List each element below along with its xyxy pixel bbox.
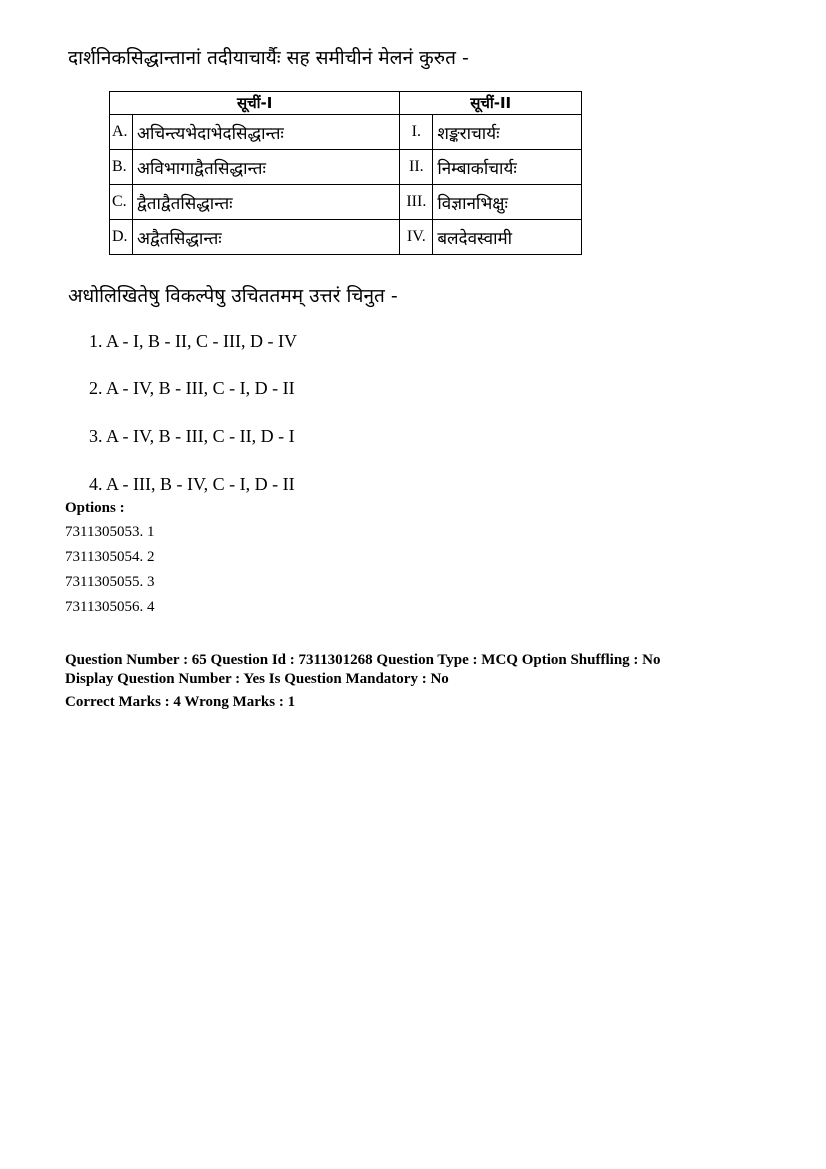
answer-choice-3: 3. A - IV, B - III, C - II, D - I (89, 426, 295, 446)
option-id: 7311305053. 1 (65, 524, 155, 540)
row-right-text: बलदेवस्वामी (433, 220, 582, 255)
row-right-label: II. (400, 150, 433, 185)
list-2-header: सूचीं-II (400, 92, 582, 115)
table-row (110, 185, 582, 220)
table-row (110, 220, 582, 255)
answer-choice-1: 1. A - I, B - II, C - III, D - IV (89, 331, 297, 351)
row-right-text: निम्बार्काचार्यः (433, 150, 582, 185)
row-left-text: अद्वैतसिद्धान्तः (133, 220, 400, 255)
match-table (109, 91, 582, 255)
table-header-row (110, 92, 582, 115)
row-left-text: द्वैताद्वैतसिद्धान्तः (133, 185, 400, 220)
row-right-label: I. (400, 115, 433, 150)
option-id: 7311305056. 4 (65, 599, 155, 615)
row-right-label: III. (400, 185, 433, 220)
row-left-label: B. (110, 150, 133, 185)
instruction: अधोलिखितेषु विकल्पेषु उचिततमम् उत्तरं चिनुत - (68, 285, 398, 307)
row-left-label: C. (110, 185, 133, 220)
options-heading: Options : (65, 500, 125, 516)
row-right-label: IV. (400, 220, 433, 255)
row-left-text: अविभागाद्वैतसिद्धान्तः (133, 150, 400, 185)
question-meta-line1: Question Number : 65 Question Id : 7311301268 Question Type : MCQ Option Shuffling : No (65, 652, 661, 668)
question-marks: Correct Marks : 4 Wrong Marks : 1 (65, 694, 296, 710)
table-row (110, 115, 582, 150)
row-left-text: अचिन्त्यभेदाभेदसिद्धान्तः (133, 115, 400, 150)
row-left-label: D. (110, 220, 133, 255)
question-title: दार्शनिकसिद्धान्तानां तदीयाचार्यैः सह समीचीनं मेलनं कुरुत - (68, 47, 469, 69)
question-meta-line2: Display Question Number : Yes Is Question Mandatory : No (65, 671, 449, 687)
answer-choice-4: 4. A - III, B - IV, C - I, D - II (89, 474, 295, 494)
row-right-text: शङ्कराचार्यः (433, 115, 582, 150)
answer-choice-2: 2. A - IV, B - III, C - I, D - II (89, 378, 295, 398)
row-left-label: A. (110, 115, 133, 150)
row-right-text: विज्ञानभिक्षुः (433, 185, 582, 220)
table-row (110, 150, 582, 185)
option-id: 7311305055. 3 (65, 574, 155, 590)
list-1-header: सूचीं-I (110, 92, 400, 115)
option-id: 7311305054. 2 (65, 549, 155, 565)
